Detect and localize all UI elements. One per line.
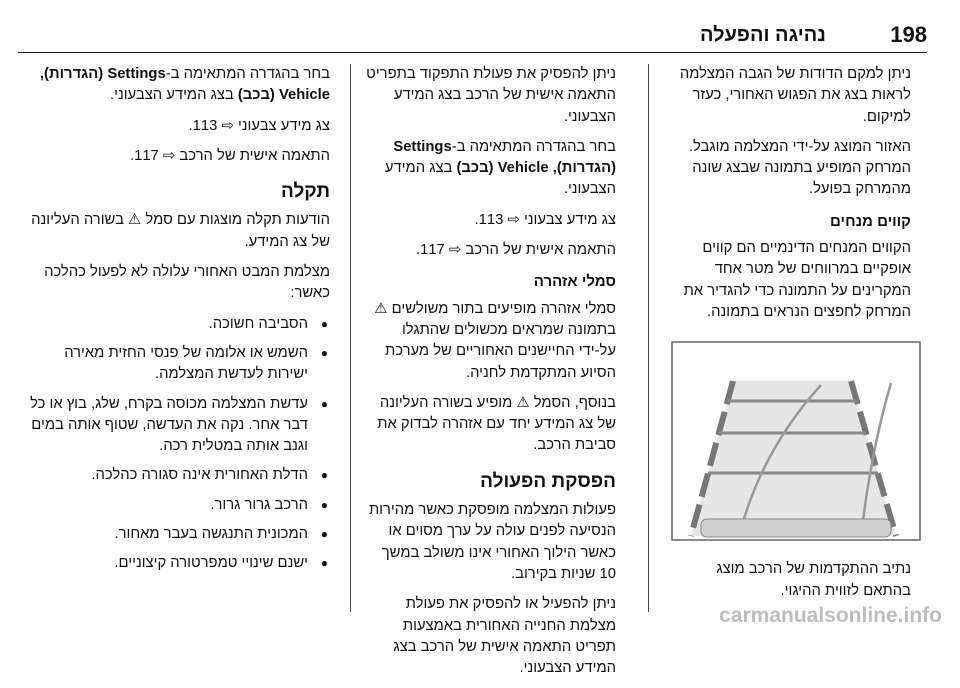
list-item: ● ישנם שינויי טמפרטורה קיצוניים. [30, 553, 330, 574]
fault-heading: תקלה [280, 181, 330, 203]
text-segment: בצג המידע הצבעוני. [384, 160, 616, 198]
camera-intro-paragraph: ניתן למקם הדודות של הגבה המצלמה לראות בצג את הפגוש האחורי, כעזר למיקום. [679, 66, 911, 125]
fault-conditions-list [30, 314, 330, 575]
list-item: ● השמש או אלומה של פנסי החזית מאירה ישירות לעדשת המצלמה. [30, 343, 330, 386]
toggle-camera-paragraph: ניתן להפעיל או להפסיק את פעולת מצלמת החנייה האחורית באמצעות תפריט התאמה אישית של הרכב בצג המידע הצבעוני. [393, 596, 616, 677]
watermark-text: carmanualsonline.info [719, 604, 942, 627]
settings-label: (הגדרות), [39, 66, 104, 82]
settings-label: (הגדרות), [548, 160, 616, 177]
settings-keyword: Settings [393, 138, 452, 155]
fault-message-paragraph: הודעות תקלה מוצגות עם סמל ⚠ בשורה העליונה של צג המידע. [31, 212, 330, 250]
bumper-shape [701, 519, 891, 537]
cross-reference: צג מידע צבעוני ⇨ 113. [474, 211, 616, 228]
settings-keyword: Settings [107, 66, 166, 82]
cross-reference: התאמה אישית של הרכב ⇨ 117. [415, 242, 616, 259]
deactivation-heading: הפסקת הפעולה [480, 470, 616, 492]
column-divider-right [648, 64, 649, 612]
fault-conditions-intro: מצלמת המבט האחורי עלולה לא לפעול כהלכה כאשר: [44, 264, 330, 302]
column-middle [366, 64, 632, 688]
figure-caption: נתיב ההתקדמות של הרכב מוצג בהתאם לזווית ההיגוי. [716, 561, 911, 599]
list-item: ● עדשת המצלמה מכוסה בקרח, שלג, בוץ או כל דבר אחר. נקה את העדשה, שטוף אותה במים וגנב אותה במטלית רכה. [30, 394, 330, 458]
camera-area-paragraph: האזור המוצג על-ידי המצלמה מוגבל. המרחק המופיע בתמונה שבצג שונה מהמרחק בפועל. [688, 138, 911, 198]
column-divider-left [350, 64, 351, 612]
list-item: ● הרכב גרור גרור. [30, 495, 330, 516]
disable-feature-paragraph: ניתן להפסיק את פעולת התפקוד בתפריט התאמה אישית של הרכב בצג המידע הצבעוני. [366, 66, 616, 125]
settings-instruction [366, 137, 632, 201]
guides-heading: קווים מנחים [830, 212, 911, 230]
text-segment: בצג המידע הצבעוני. [110, 87, 238, 104]
page-number: 198 [890, 22, 927, 47]
text-segment: בחר בהגדרה המתאימה ב- [165, 66, 330, 82]
cross-reference: התאמה אישית של הרכב ⇨ 117. [129, 147, 330, 164]
list-item: ● הדלת האחורית אינה סגורה כהלכה. [30, 465, 330, 486]
chapter-title: נהיגה והפעלה [700, 24, 826, 46]
rear-camera-figure [671, 341, 921, 541]
cross-reference: צג מידע צבעוני ⇨ 113. [188, 117, 330, 134]
header-rule [18, 52, 927, 53]
settings-instruction [30, 64, 330, 107]
guides-paragraph: הקווים המנחים הדינמיים הם קווים אופקיים במרווחים של מטר אחד המקרינים על התמונה כדי להגדיר את המרחק לחפצים הנראים בתמונה. [683, 240, 911, 320]
deactivation-paragraph: פעולות המצלמה מופסקת כאשר מהירות הנסיעה לפנים עולה על ערך מסוים או כאשר הילוך האחורי אינו משולב במשך 10 שניות בקירוב. [368, 502, 616, 582]
column-left [30, 64, 330, 583]
text-segment: בחר בהגדרה המתאימה ב- [451, 138, 616, 155]
vehicle-keyword: Vehicle (בכב) [237, 87, 330, 104]
warning-top-line-paragraph: בנוסף, הסמל ⚠ מופיע בשורה העליונה של צג המידע יחד עם אזהרה לבדוק את סביבת הרכב. [377, 394, 616, 454]
vehicle-keyword: Vehicle (בכב) [456, 160, 549, 177]
warning-symbols-paragraph: סמלי אזהרה מופיעים בתור משולשים ⚠ בתמונה שמראים מכשולים שהתגלו על-ידי החיישנים האחוריים של מערכת הסיוע המתקדמת לחניה. [374, 300, 616, 381]
warning-symbols-heading: סמלי אזהרה [533, 273, 616, 291]
column-right [665, 64, 927, 611]
list-item: ● הסביבה חשוכה. [30, 314, 330, 335]
page-header [0, 0, 960, 56]
list-item: ● המכונית התנגשה בעבר מאחור. [30, 524, 330, 545]
